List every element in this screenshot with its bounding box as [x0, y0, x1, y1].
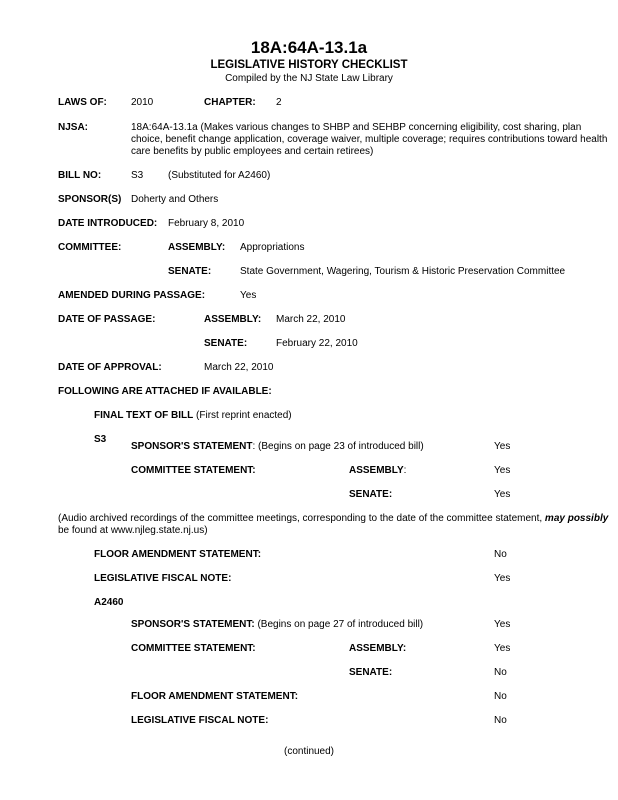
committee-assembly-value: Appropriations: [240, 242, 305, 253]
s3-assembly-row: [349, 465, 406, 477]
s3-floor-value: No: [494, 549, 507, 560]
njsa-text: 18A:64A-13.1a (Makes various changes to SHBP and SEHBP concerning eligibility, cost sharing, plan choice, benefit change application, coverage waiver, multiple coverage; requires contributions toward health care benefits by public employees and certain retirees): [131, 122, 608, 157]
committee-senate-value: State Government, Wagering, Tourism & Historic Preservation Committee: [240, 266, 566, 277]
bill-no-label: BILL NO:: [58, 170, 102, 181]
attached-heading: FOLLOWING ARE ATTACHED IF AVAILABLE:: [58, 386, 272, 397]
committee-label: COMMITTEE:: [58, 242, 122, 253]
a2460-assembly-label: ASSEMBLY:: [349, 643, 407, 654]
s3-senate-value: Yes: [494, 489, 511, 500]
bill-no-value: S3: [131, 170, 144, 181]
date-of-approval-label: DATE OF APPROVAL:: [58, 362, 162, 373]
chapter-label: CHAPTER:: [204, 97, 256, 108]
page-subtitle: LEGISLATIVE HISTORY CHECKLIST: [210, 59, 408, 71]
passage-assembly-value: March 22, 2010: [276, 314, 346, 325]
s3-senate-label: SENATE:: [349, 489, 393, 500]
committee-assembly-label: ASSEMBLY:: [168, 242, 226, 253]
amended-value: Yes: [240, 290, 257, 301]
a2460-committee-label: COMMITTEE STATEMENT:: [131, 643, 256, 654]
bill-substituted: (Substituted for A2460): [168, 170, 271, 181]
a2460-fiscal-label: LEGISLATIVE FISCAL NOTE:: [131, 715, 269, 726]
continued-footer: (continued): [283, 746, 335, 757]
chapter-value: 2: [276, 97, 282, 108]
a2460-floor-label: FLOOR AMENDMENT STATEMENT:: [131, 691, 299, 702]
s3-assembly-colon: :: [403, 465, 407, 476]
s3-assembly-label: ASSEMBLY: [349, 465, 404, 476]
final-text-label: FINAL TEXT OF BILL: [94, 410, 194, 421]
audio-note-line2: be found at www.njleg.state.nj.us): [58, 525, 208, 536]
a2460-fiscal-value: No: [494, 715, 507, 726]
sponsors-value: Doherty and Others: [131, 194, 219, 205]
passage-senate-label: SENATE:: [204, 338, 248, 349]
s3-assembly-value: Yes: [494, 465, 511, 476]
a2460-sponsor-value: Yes: [494, 619, 511, 630]
date-of-approval-value: March 22, 2010: [204, 362, 274, 373]
s3-fiscal-label: LEGISLATIVE FISCAL NOTE:: [94, 573, 232, 584]
a2460-floor-value: No: [494, 691, 507, 702]
s3-label: S3: [94, 434, 107, 445]
s3-sponsor-row: [131, 441, 424, 453]
s3-sponsor-note: : (Begins on page 23 of introduced bill): [252, 441, 424, 452]
page-title: 18A:64A-13.1a: [250, 38, 368, 57]
s3-fiscal-value: Yes: [494, 573, 511, 584]
laws-of-label: LAWS OF:: [58, 97, 107, 108]
audio-note-line1: [58, 513, 608, 525]
audio-note-emphasis: may possibly: [544, 513, 609, 524]
date-of-passage-label: DATE OF PASSAGE:: [58, 314, 156, 325]
laws-of-year: 2010: [131, 97, 154, 108]
s3-sponsor-value: Yes: [494, 441, 511, 452]
s3-committee-label: COMMITTEE STATEMENT:: [131, 465, 256, 476]
a2460-sponsor-note: (Begins on page 27 of introduced bill): [254, 619, 424, 630]
committee-senate-label: SENATE:: [168, 266, 212, 277]
sponsors-label: SPONSOR(S): [58, 194, 122, 205]
final-text-note: (First reprint enacted): [193, 410, 292, 421]
date-introduced-value: February 8, 2010: [168, 218, 245, 229]
a2460-assembly-value: Yes: [494, 643, 511, 654]
a2460-sponsor-label: SPONSOR'S STATEMENT:: [131, 619, 255, 630]
a2460-senate-label: SENATE:: [349, 667, 393, 678]
amended-label: AMENDED DURING PASSAGE:: [58, 290, 206, 301]
audio-note-text: (Audio archived recordings of the committee meetings, corresponding to the date of the committee statement,: [58, 513, 545, 524]
compiled-by: Compiled by the NJ State Law Library: [225, 73, 393, 84]
final-text-row: [94, 410, 292, 422]
a2460-senate-value: No: [494, 667, 507, 678]
passage-senate-value: February 22, 2010: [276, 338, 358, 349]
s3-floor-label: FLOOR AMENDMENT STATEMENT:: [94, 549, 262, 560]
njsa-label: NJSA:: [58, 122, 89, 133]
s3-sponsor-label: SPONSOR'S STATEMENT: [131, 441, 253, 452]
a2460-sponsor-row: [131, 619, 423, 631]
date-introduced-label: DATE INTRODUCED:: [58, 218, 158, 229]
a2460-label: A2460: [94, 597, 124, 608]
passage-assembly-label: ASSEMBLY:: [204, 314, 262, 325]
